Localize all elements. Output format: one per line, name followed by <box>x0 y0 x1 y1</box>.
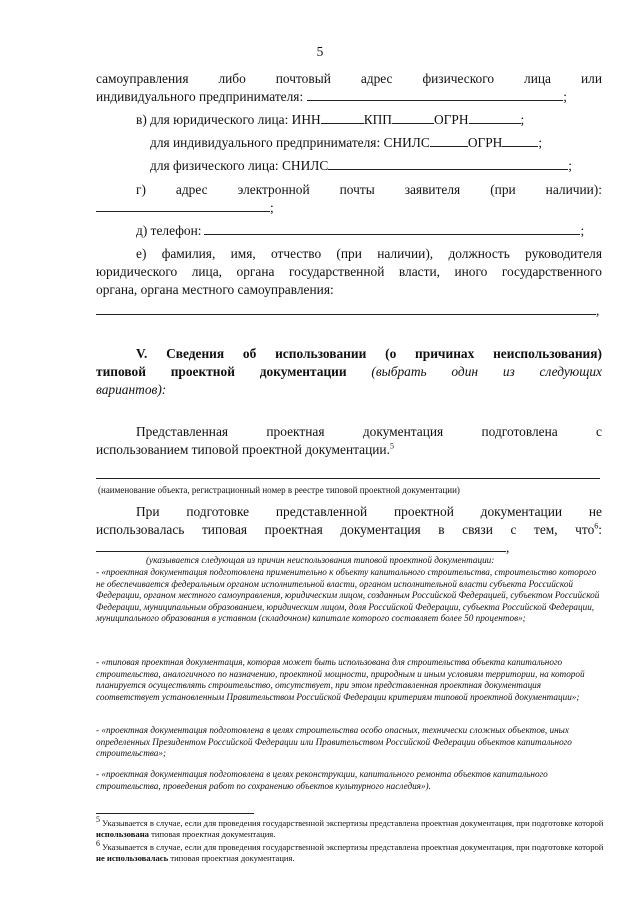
section-5-title-1: V. Сведения об использовании (о причинах неиспользования) <box>136 346 602 361</box>
head-name-blank: , <box>96 303 599 319</box>
address-blank <box>307 89 563 101</box>
reason-note-head: (указывается следующая из причин неиспользования типовой проектной документации: <box>146 555 495 565</box>
email-line: г) адрес электронной почты заявителя (при наличии): <box>136 182 602 197</box>
head-name-line-2: юридического лица, органа государственной власти, иного государственного <box>96 264 602 279</box>
reason-note-4: - «проектная документация подготовлена в целях реконструкции, капитального ремонта объектов капитального строительства, проведения работ по сохранению объектов культурного наследия»). <box>96 769 548 791</box>
option-not-used-line-1: При подготовке представленной проектной документации не <box>136 504 602 519</box>
head-name-line-1: е) фамилия, имя, отчество (при наличии), должность руководителя <box>136 246 602 261</box>
footnote-separator <box>96 813 254 814</box>
object-name-caption: (наименование объекта, регистрационный номер в реестре типовой проектной документации) <box>98 485 460 495</box>
reason-blank: , <box>96 540 509 556</box>
option-not-used-line-2: использовалась типовая проектная документация в связи с тем, что$^6$: <box>96 521 602 537</box>
reason-note-2: - «типовая проектная документация, которая может быть использована для строительства объекта капитального строительства, аналогичного по назначению, проектной мощности, природным и иным условиям территории, на которой планируется осуществлять строительство, отсутствует, при этом представленная проектная документация соответствует установленным Правительством Российской Федерации критериям типовой проектной документации»; <box>96 657 585 702</box>
individual-line: для физического лица: СНИЛС ; <box>150 158 573 173</box>
head-name-line-3: органа, органа местного самоуправления: <box>96 282 334 297</box>
option-used-line-2: использованием типовой проектной документации.$^5$ <box>96 441 394 457</box>
ip-line: для индивидуального предпринимателя: СНИЛС ОГРН ; <box>150 135 543 150</box>
object-name-blank <box>96 478 600 479</box>
footnote-5: $^5$ Указывается в случае, если для проведения государственной экспертизы представлена проектная документация, при подготовке которой использована типовая проектная документация. <box>96 815 604 839</box>
page-number: 5 <box>316 44 324 59</box>
phone-line: д) телефон: ; <box>136 223 585 238</box>
option-used-line-1: Представленная проектная документация подготовлена с <box>136 424 602 439</box>
reason-note-3: - «проектная документация подготовлена в целях строительства особо опасных, технически сложных объектов, иных определенных Президентом Российской Федерации или Правительством Российской Федерации объектов капитального строительства»; <box>96 725 572 759</box>
section-5-title-3: вариантов): <box>96 382 167 397</box>
address-line-2: индивидуального предпринимателя: ; <box>96 89 567 104</box>
reason-note-1: - «проектная документация подготовлена применительно к объекту капитального строительства, строительство которого не обеспечивается федеральным органом исполнительной власти, органом исполнительной власти субъекта Российской Федерации, органом местного самоуправления, юридическим лицом, созданным Российской Федерацией, субъектом Российской Федерации, муниципальным образованием, юридическим лицом, доля Российской Федерации, субъекта Российской Федерации, муниципального образования в уставном (складочном) капитале которого составляет более 50 процентов»; <box>96 567 600 624</box>
section-5-title-2: типовой проектной документации (выбрать один из следующих <box>96 364 602 379</box>
email-blank-line: ; <box>96 200 274 216</box>
address-line-1: самоуправления либо почтовый адрес физического лица или <box>96 71 602 86</box>
legal-entity-line: в) для юридического лица: ИНН КПП ОГРН ; <box>136 112 525 127</box>
footnote-6: $^6$ Указывается в случае, если для проведения государственной экспертизы представлена проектная документация, при подготовке которой не использовалась типовая проектная документация. <box>96 839 604 863</box>
